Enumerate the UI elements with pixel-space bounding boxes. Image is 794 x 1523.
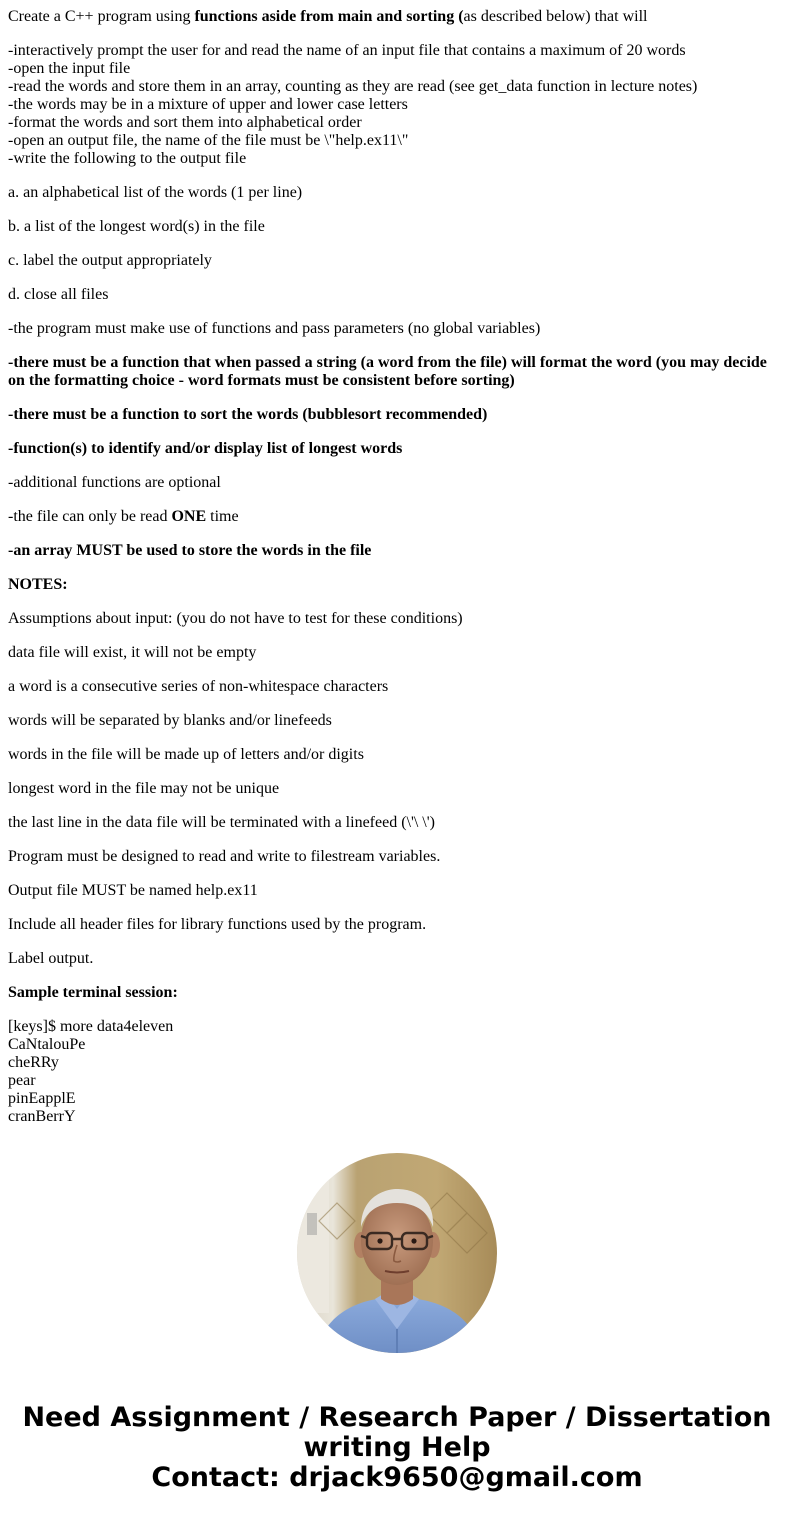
requirement-item: -write the following to the output file (8, 150, 247, 167)
contact-email: Contact: drjack9650@gmail.com (151, 1462, 643, 1493)
terminal-line: CaNtalouPe (8, 1036, 86, 1053)
assumption-item: words will be separated by blanks and/or linefeeds (8, 712, 332, 729)
assumption-item: longest word in the file may not be unique (8, 780, 280, 797)
banner-line: Need Assignment / Research Paper / Dissertation (22, 1402, 772, 1433)
filestream-note: Program must be designed to read and write to filestream variables. (8, 848, 441, 865)
sample-heading: Sample terminal session: (8, 984, 178, 1001)
terminal-line: cheRRy (8, 1054, 59, 1071)
banner-line: writing Help (303, 1432, 491, 1463)
terminal-line: pear (8, 1072, 36, 1089)
array-rule: -an array MUST be used to store the words in the file (8, 542, 372, 559)
assumptions-heading: Assumptions about input: (you do not have to test for these conditions) (8, 610, 463, 627)
functions-rule: -the program must make use of functions and pass parameters (no global variables) (8, 320, 541, 337)
output-item-b: b. a list of the longest word(s) in the file (8, 218, 265, 235)
terminal-session (8, 1018, 786, 1126)
label-note: Label output. (8, 950, 94, 967)
optional-rule: -additional functions are optional (8, 474, 221, 491)
output-item-c: c. label the output appropriately (8, 252, 212, 269)
requirement-item: -read the words and store them in an array, counting as they are read (see get_data function in lecture notes) (8, 78, 698, 95)
output-item-d: d. close all files (8, 286, 109, 303)
requirements-list (8, 42, 786, 168)
assumption-item: words in the file will be made up of letters and/or digits (8, 746, 364, 763)
requirement-item: -format the words and sort them into alphabetical order (8, 114, 362, 131)
terminal-line: pinEapplE (8, 1090, 76, 1107)
document-body (8, 8, 786, 1142)
intro-paragraph: Create a C++ program using functions aside from main and sorting (as described below) that will (8, 8, 648, 25)
assumption-item: data file will exist, it will not be empty (8, 644, 257, 661)
output-name-note: Output file MUST be named help.ex11 (8, 882, 258, 899)
requirement-item: -interactively prompt the user for and read the name of an input file that contains a maximum of 20 words (8, 42, 686, 59)
terminal-line: cranBerrY (8, 1108, 76, 1125)
requirement-item: -open an output file, the name of the file must be \"help.ex11\" (8, 132, 409, 149)
notes-heading: NOTES: (8, 576, 68, 593)
requirement-item: -the words may be in a mixture of upper and lower case letters (8, 96, 408, 113)
requirement-item: -open the input file (8, 60, 131, 77)
avatar (297, 1153, 497, 1353)
read-once-rule: -the file can only be read ONE time (8, 508, 239, 525)
output-item-a: a. an alphabetical list of the words (1 per line) (8, 184, 303, 201)
format-rule: -there must be a function that when passed a string (a word from the file) will format the word (you may decide on the formatting choice - word formats must be consistent before sorting) (8, 354, 767, 389)
headers-note: Include all header files for library functions used by the program. (8, 916, 427, 933)
assumption-item: a word is a consecutive series of non-whitespace characters (8, 678, 389, 695)
longest-rule: -function(s) to identify and/or display list of longest words (8, 440, 403, 457)
man-portrait-icon (297, 1153, 497, 1353)
assumption-item: the last line in the data file will be terminated with a linefeed (\'\ \') (8, 814, 435, 831)
contact-banner (0, 1403, 794, 1493)
terminal-line: [keys]$ more data4eleven (8, 1018, 174, 1035)
sort-rule: -there must be a function to sort the words (bubblesort recommended) (8, 406, 488, 423)
